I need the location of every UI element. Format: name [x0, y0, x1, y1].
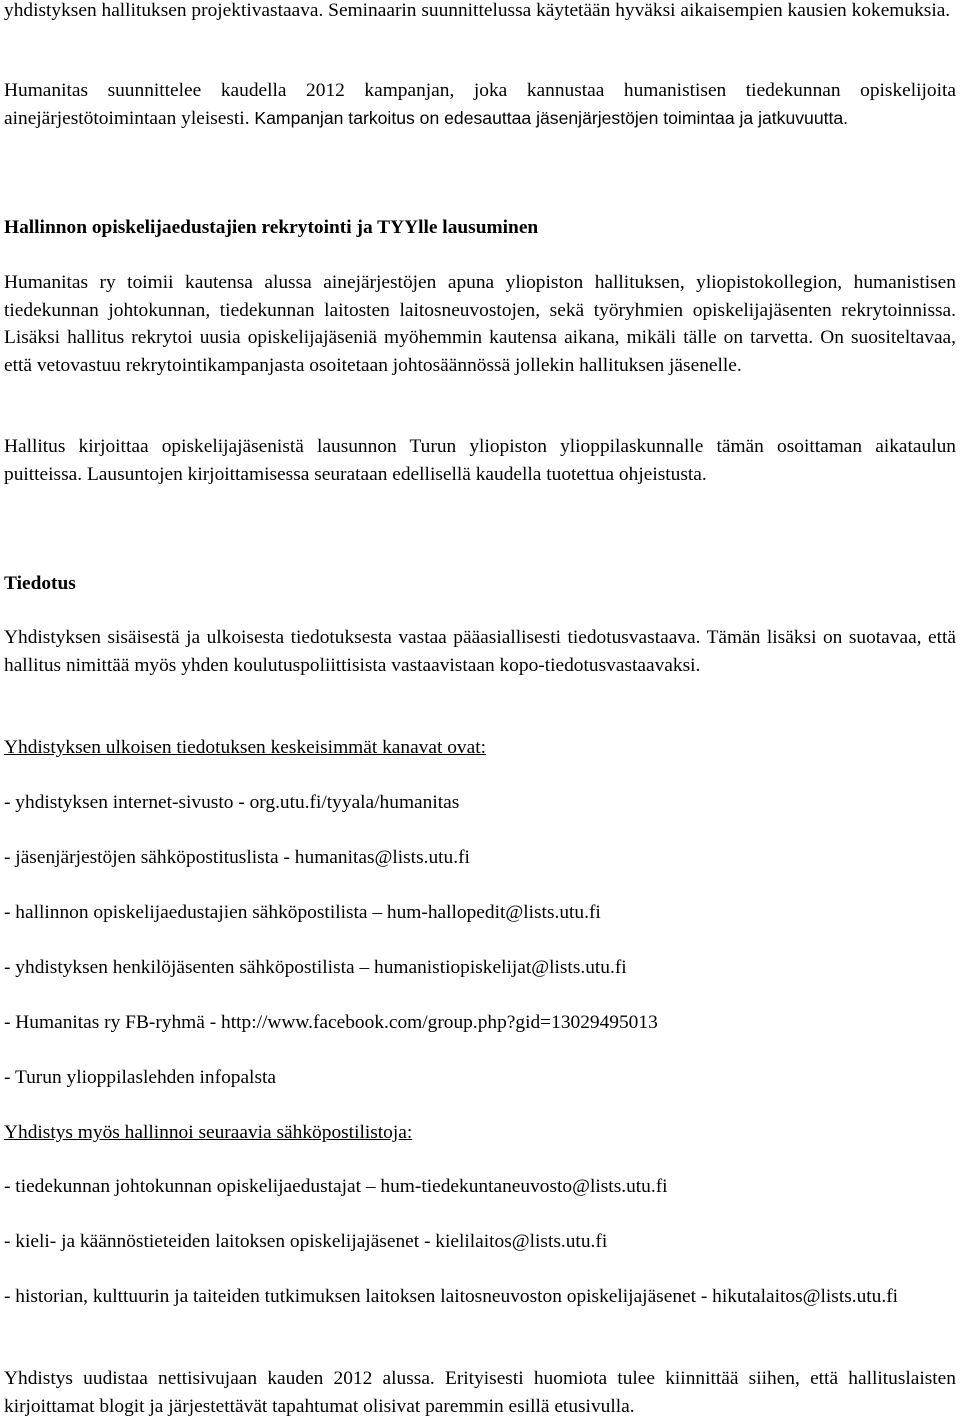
- channel-item: - Humanitas ry FB-ryhmä - http://www.facebook.com/group.php?gid=13029495013: [4, 1012, 658, 1033]
- intro-paragraph-2-serif: Humanitas suunnittelee kaudella 2012 kampanjan, joka kannustaa humanistisen tiedekunnan opiskelijoita ainejärjestötoimintaan yleisesti.: [4, 80, 956, 129]
- intro-paragraph-1: yhdistyksen hallituksen projektivastaava. Seminaarin suunnittelussa käytetään hyväksi aikaisempien kausien kokemuksia.: [4, 0, 951, 21]
- channel-item: - yhdistyksen henkilöjäsenten sähköpostilista – humanistiopiskelijat@lists.utu.fi: [4, 957, 627, 978]
- channel-item: - hallinnon opiskelijaedustajien sähköpostilista – hum-hallopedit@lists.utu.fi: [4, 902, 601, 923]
- section-heading-hallinto: Hallinnon opiskelijaedustajien rekrytointi ja TYYlle lausuminen: [4, 217, 539, 238]
- mailing-list-item: - tiedekunnan johtokunnan opiskelijaedustajat – hum-tiedekuntaneuvosto@lists.utu.fi: [4, 1176, 668, 1197]
- section-heading-tiedotus: Tiedotus: [4, 573, 76, 594]
- channel-item: - yhdistyksen internet-sivusto - org.utu.fi/tyyala/humanitas: [4, 792, 460, 813]
- hallinto-paragraph-2: Hallitus kirjoittaa opiskelijajäsenistä lausunnon Turun yliopiston ylioppilaskunnalle tämän osoittaman aikataulun puitteissa. Lausuntojen kirjoittamisessa seurataan edellisellä kaudella tuotettua ohjeistusta.: [4, 436, 956, 485]
- tiedotus-paragraph-1: Yhdistyksen sisäisestä ja ulkoisesta tiedotuksesta vastaa pääasiallisesti tiedotusvastaava. Tämän lisäksi on suotavaa, että hallitus nimittää myös yhden koulutuspoliittisista vastaavistaan kopo-tiedotusvastaavaksi.: [4, 627, 956, 676]
- intro-paragraph-2: [4, 77, 956, 132]
- closing-paragraph: Yhdistys uudistaa nettisivujaan kauden 2012 alussa. Erityisesti huomiota tulee kiinnittää siihen, että hallituslaisten kirjoittamat blogit ja järjestettävät tapahtumat olisivat paremmin esillä etusivulla.: [4, 1368, 956, 1417]
- lists-heading: Yhdistys myös hallinnoi seuraavia sähköpostilistoja:: [4, 1122, 413, 1143]
- mailing-list-item: - historian, kulttuurin ja taiteiden tutkimuksen laitoksen laitosneuvoston opiskelijajäsenet - hikutalaitos@lists.utu.fi: [4, 1286, 899, 1307]
- intro-paragraph-2-sans: Kampanjan tarkoitus on edesauttaa jäsenjärjestöjen toimintaa ja jatkuvuutta.: [254, 107, 849, 128]
- channel-item: - Turun ylioppilaslehden infopalsta: [4, 1067, 276, 1088]
- channel-item: - jäsenjärjestöjen sähköpostituslista - humanitas@lists.utu.fi: [4, 847, 470, 868]
- hallinto-paragraph-1: Humanitas ry toimii kautensa alussa ainejärjestöjen apuna yliopiston hallituksen, yliopistokollegion, humanistisen tiedekunnan johtokunnan, tiedekunnan laitosten laitosneuvostojen, sekä työryhmien opiskelijajäsenten rekrytoinnissa. Lisäksi hallitus rekrytoi uusia opiskelijajäseniä myöhemmin kautensa aikana, mikäli tälle on tarvetta. On suositeltavaa, että vetovastuu rekrytointikampanjasta osoitetaan johtosäännössä jollekin hallituksen jäsenelle.: [4, 272, 956, 376]
- mailing-list-item: - kieli- ja käännöstieteiden laitoksen opiskelijajäsenet - kielilaitos@lists.utu.fi: [4, 1231, 608, 1252]
- channels-heading: Yhdistyksen ulkoisen tiedotuksen keskeisimmät kanavat ovat:: [4, 737, 486, 758]
